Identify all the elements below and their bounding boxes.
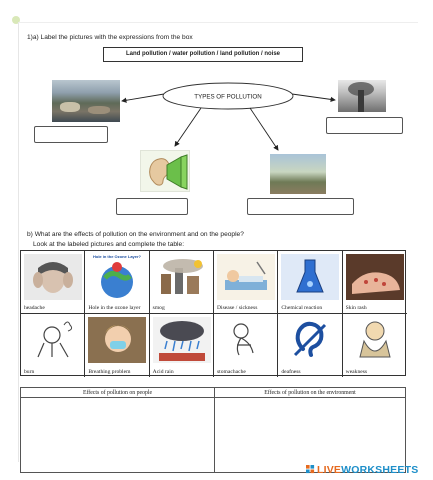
stomachache-icon (217, 317, 274, 363)
column-divider (214, 388, 215, 472)
effect-cell-burn (21, 314, 85, 377)
acid-rain-icon (153, 317, 210, 363)
effect-label: smog (152, 304, 165, 311)
environment-effects-input[interactable] (217, 400, 403, 470)
effect-label: stomachache (217, 368, 246, 375)
effect-label: Disease / sickness (217, 304, 258, 311)
effect-label: headache (24, 304, 45, 311)
land-pollution-picture (52, 80, 120, 122)
effect-label: Breathing problem (88, 368, 131, 375)
center-label: TYPES OF POLLUTION (194, 93, 262, 101)
effect-cell-weakness (343, 314, 407, 377)
weakness-icon (346, 317, 404, 363)
sickness-icon (217, 254, 274, 300)
effect-label: Acid rain (152, 368, 174, 375)
question-2-title: b) What are the effects of pollution on the environment and on the people? (27, 231, 244, 238)
effect-cell-sickness (214, 251, 278, 314)
question-2-subtitle: Look at the labeled pictures and complete the table: (33, 241, 185, 248)
effect-cell-skin-rash (343, 251, 407, 314)
effect-cell-acid-rain (150, 314, 214, 377)
noise-pollution-picture (140, 150, 190, 192)
burn-icon (24, 317, 81, 363)
effect-label: Skin rash (345, 304, 367, 311)
col-header-environment: Effects of pollution on the environment (215, 388, 405, 398)
water-pollution-picture (270, 154, 326, 194)
answer-box-noise[interactable] (116, 198, 188, 215)
effect-cell-deafness (278, 314, 342, 377)
effect-cell-breathing (85, 314, 149, 377)
question-1-title: 1)a) Label the pictures with the expressions from the box (27, 34, 193, 41)
effects-grid (20, 250, 406, 376)
air-pollution-picture (338, 80, 386, 112)
deafness-icon (281, 317, 338, 363)
effect-cell-smog (150, 251, 214, 314)
effect-label: deafness (281, 368, 301, 375)
effect-cell-headache (21, 251, 85, 314)
effect-cell-stomachache (214, 314, 278, 377)
logo-prefix: LIVE (317, 464, 342, 476)
arrow-to-air (292, 94, 335, 100)
effects-summary-table (20, 387, 406, 473)
arrow-to-water (250, 108, 278, 150)
effect-label: burn (24, 368, 35, 375)
logo-suffix: WORKSHEETS (341, 464, 419, 476)
answer-box-water[interactable] (247, 198, 354, 215)
answer-box-land[interactable] (34, 126, 108, 143)
answer-box-air[interactable] (326, 117, 403, 134)
effect-cell-ozone (85, 251, 149, 314)
arrow-to-noise (175, 108, 201, 146)
skin-rash-icon (346, 254, 404, 300)
arrow-to-land (122, 94, 164, 101)
effect-label: Hole in the ozone layer (88, 304, 141, 311)
ozone-picture-caption: Hole in the Ozone Layer? (92, 254, 141, 259)
people-effects-input[interactable] (23, 400, 212, 470)
word-box: Land pollution / water pollution / land pollution / noise (103, 47, 303, 62)
ozone-hole-icon (88, 254, 145, 300)
chemical-icon (281, 254, 338, 300)
effect-cell-chemical (278, 251, 342, 314)
breathing-icon (88, 317, 145, 363)
col-header-people: Effects of pollution on people (21, 388, 214, 398)
liveworksheets-logo-icon (306, 465, 315, 474)
liveworksheets-logo (306, 464, 418, 476)
effect-label: weakness (345, 368, 368, 375)
smog-icon (153, 254, 210, 300)
effect-label: Chemical reaction (281, 304, 323, 311)
headache-icon (24, 254, 81, 300)
